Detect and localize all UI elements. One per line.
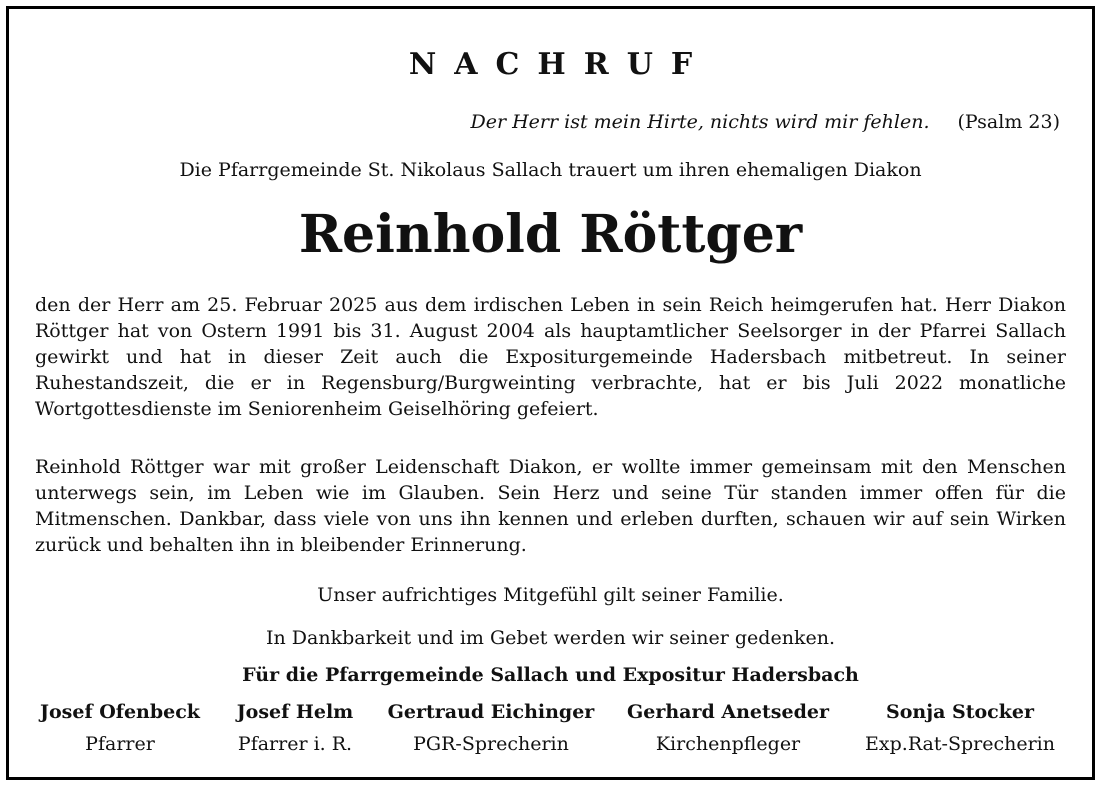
signatory: [615, 699, 841, 757]
signatory-name: Sonja Stocker: [885, 701, 1034, 723]
signatory: [222, 699, 368, 757]
signatory: [375, 699, 607, 757]
bible-verse: [471, 109, 1061, 135]
signatory-role: Exp.Rat-Sprecherin: [865, 733, 1055, 755]
signatory-name: Gerhard Anetseder: [627, 701, 829, 723]
verse-reference: (Psalm 23): [957, 111, 1060, 133]
gratitude-line: In Dankbarkeit und im Gebet werden wir seiner gedenken.: [266, 627, 835, 649]
on-behalf-line: Für die Pfarrgemeinde Sallach und Expositur Hadersbach: [242, 664, 859, 686]
signatory-name: Josef Helm: [236, 701, 354, 723]
obituary-notice: [6, 6, 1095, 780]
paragraph-biography: den der Herr am 25. Februar 2025 aus dem irdischen Leben in sein Reich heimgerufen hat. Herr Diakon Röttger hat von Ostern 1991 bis 31. August 2004 als hauptamtlicher Seelsorger in der Pfarrei Sallach gewirkt und hat in dieser Zeit auch die Expositurgemeinde Hadersbach mitbetreut. In seiner Ruhestandszeit, die er in Regensburg/Burgweinting verbrachte, hat er bis Juli 2022 monatliche Wortgottesdienste im Seniorenheim Geiselhöring gefeiert.: [35, 294, 1066, 420]
verse-text: Der Herr ist mein Hirte, nichts wird mir fehlen.: [470, 111, 930, 133]
deceased-name: Reinhold Röttger: [298, 204, 803, 265]
signatory-name: Gertraud Eichinger: [387, 701, 595, 723]
signatory: [841, 699, 1079, 757]
paragraph-tribute: Reinhold Röttger war mit großer Leidenschaft Diakon, er wollte immer gemeinsam mit den Menschen unterwegs sein, im Leben wie im Glauben. Sein Herz und seine Tür standen immer offen für die Mitmenschen. Dankbar, dass viele von uns ihn kennen und erleben durften, schauen wir auf sein Wirken zurück und behalten ihn in bleibender Erinnerung.: [35, 456, 1066, 556]
signatory-name: Josef Ofenbeck: [40, 701, 200, 723]
signatory-role: Kirchenpfleger: [655, 733, 801, 755]
condolence-line: Unser aufrichtiges Mitgefühl gilt seiner Familie.: [317, 584, 784, 606]
signatory-role: Pfarrer i. R.: [237, 733, 353, 755]
intro-line: Die Pfarrgemeinde St. Nikolaus Sallach trauert um ihren ehemaligen Diakon: [179, 159, 922, 181]
signatory-role: Pfarrer: [85, 733, 155, 755]
signatory-role: PGR-Sprecherin: [413, 733, 569, 755]
notice-heading: NACHRUF: [408, 47, 711, 82]
signatory: [35, 699, 205, 757]
